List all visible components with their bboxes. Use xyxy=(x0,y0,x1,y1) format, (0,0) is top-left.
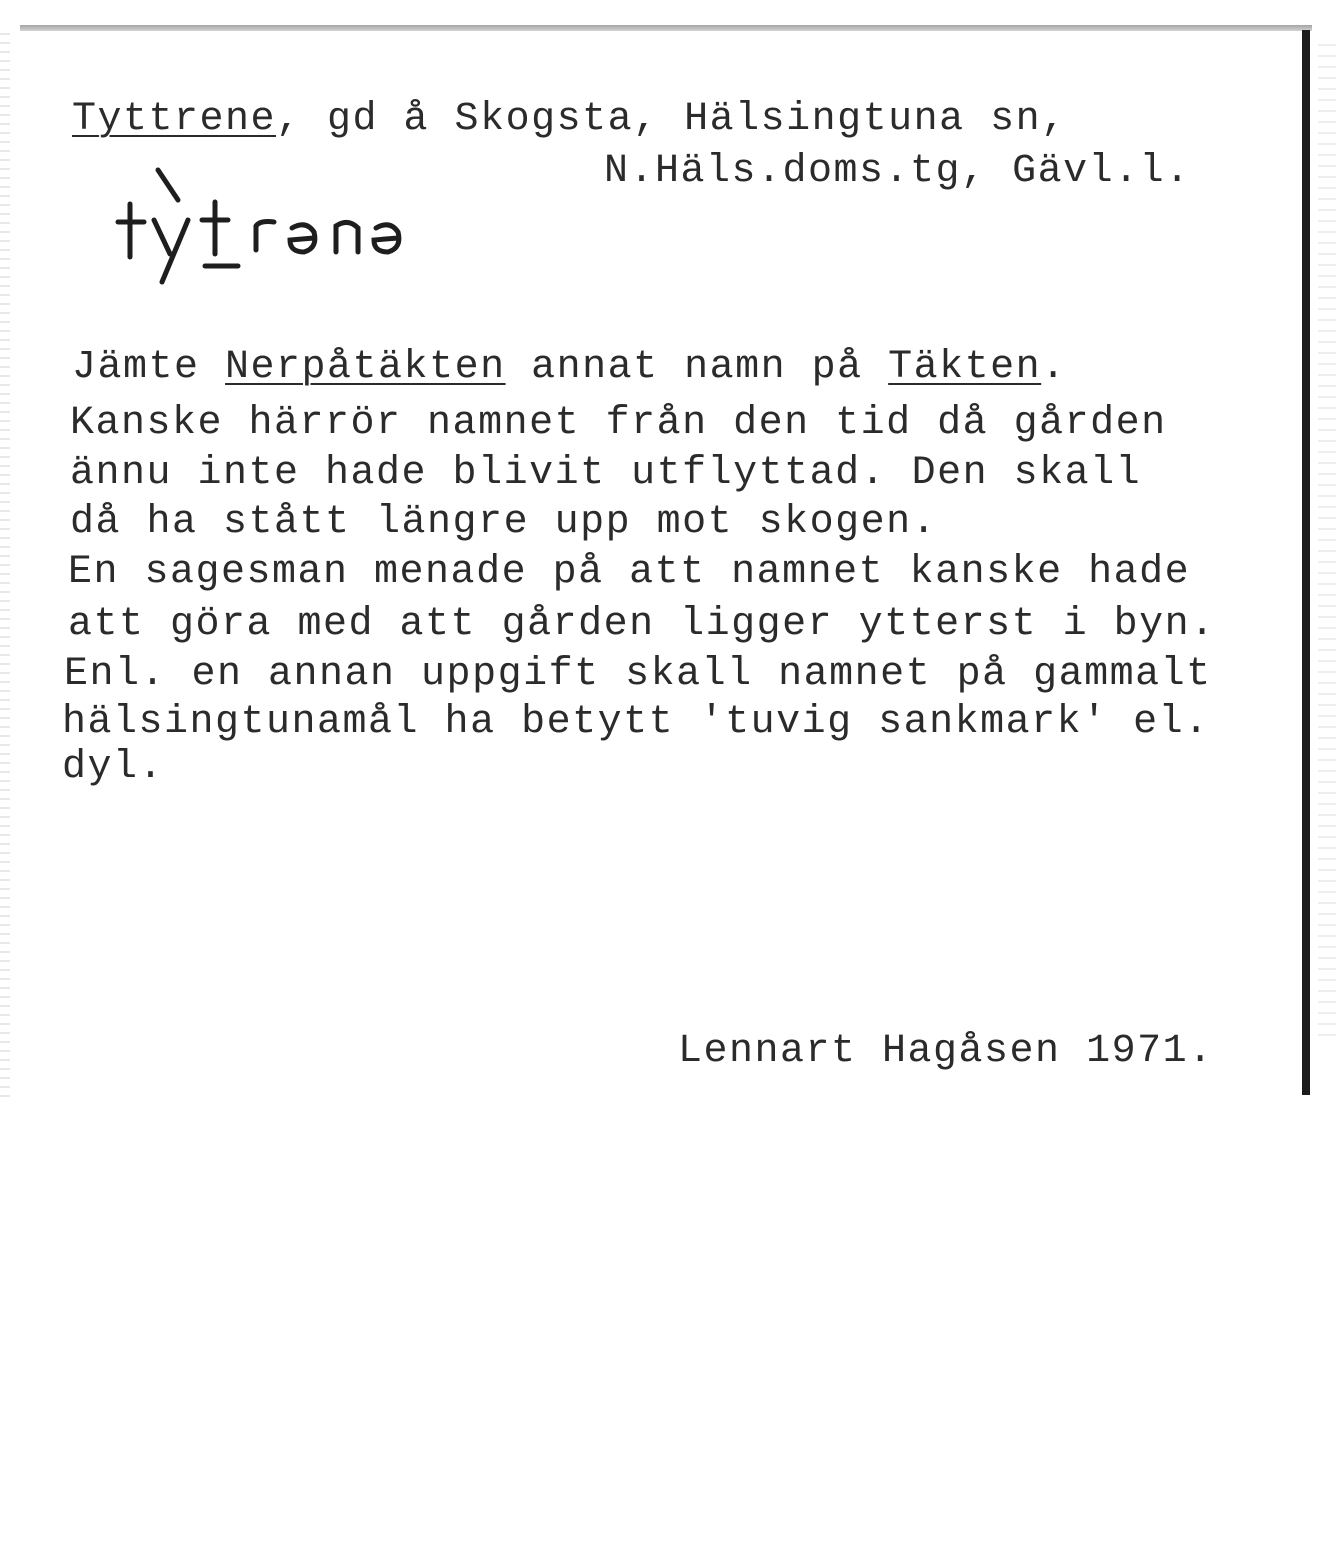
body-line-4: då ha stått längre upp mot skogen. xyxy=(70,500,938,545)
body-line-7: Enl. en annan uppgift skall namnet på gammalt xyxy=(64,652,1212,697)
body-line-1 xyxy=(72,345,1067,390)
body-line-2: Kanske härrör namnet från den tid då gården xyxy=(70,401,1167,446)
scan-edge-noise-right xyxy=(1318,40,1336,1040)
body-text: annat namn på xyxy=(505,345,889,390)
scan-edge-noise-left xyxy=(0,30,10,1100)
alt-name-nerpatakten: Nerpåtäkten xyxy=(225,345,506,390)
signature: Lennart Hagåsen 1971. xyxy=(678,1029,1214,1074)
body-line-5: En sagesman menade på att namnet kanske hade xyxy=(68,550,1191,595)
phonetic-text: tytrənə xyxy=(110,162,114,163)
body-line-3: ännu inte hade blivit utflyttad. Den skall xyxy=(70,451,1142,496)
body-text: Jämte xyxy=(72,345,226,390)
heading-line-2: N.Häls.doms.tg, Gävl.l. xyxy=(604,149,1191,194)
heading-location: , gd å Skogsta, Hälsingtuna sn, xyxy=(276,97,1067,142)
card-top-border xyxy=(20,25,1312,31)
body-line-6: att göra med att gården ligger ytterst i byn. xyxy=(68,602,1216,647)
body-line-9: dyl. xyxy=(62,745,165,790)
place-name: Tyttrene xyxy=(72,97,277,142)
heading-line-1 xyxy=(72,97,1067,142)
phonetic-transcription xyxy=(110,162,420,292)
body-line-8: hälsingtunamål ha betytt 'tuvig sankmark' el. xyxy=(62,700,1210,745)
body-text: . xyxy=(1041,345,1067,390)
alt-name-takten: Täkten xyxy=(888,345,1042,390)
card-right-border xyxy=(1302,30,1310,1095)
